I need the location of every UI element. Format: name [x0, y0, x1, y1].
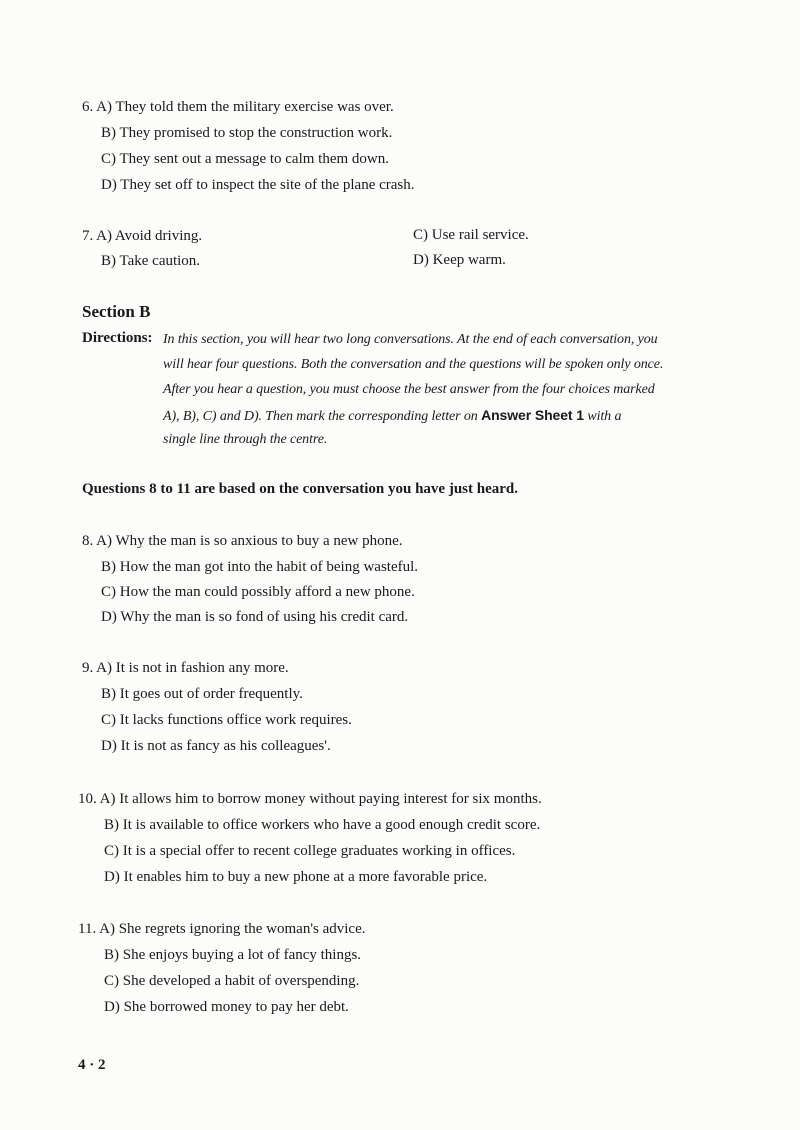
q6-option-c: C) They sent out a message to calm them down. — [101, 151, 389, 167]
page-number: 4 · 2 — [78, 1057, 106, 1073]
section-title: Section B — [82, 302, 151, 321]
q9-option-a: 9. A) It is not in fashion any more. — [82, 660, 289, 676]
q11-option-d: D) She borrowed money to pay her debt. — [104, 999, 349, 1015]
q8-option-b: B) How the man got into the habit of being wasteful. — [101, 559, 419, 575]
q10-option-b: B) It is available to office workers who have a good enough credit score. — [104, 817, 541, 833]
directions-line-3: After you hear a question, you must choose the best answer from the four choices marked — [163, 382, 655, 397]
q7-option-b: B) Take caution. — [101, 253, 201, 269]
q10-option-d: D) It enables him to buy a new phone at a more favorable price. — [104, 869, 488, 885]
q6-option-d: D) They set off to inspect the site of the plane crash. — [101, 177, 415, 193]
directions-line-4 — [163, 406, 621, 426]
q11-option-c: C) She developed a habit of overspending. — [104, 973, 360, 989]
directions-label: Directions: — [82, 330, 153, 346]
q6-option-b: B) They promised to stop the construction work. — [101, 125, 393, 141]
q9-option-c: C) It lacks functions office work requires. — [101, 712, 352, 728]
directions-line-4-pre: A), B), C) and D). Then mark the corresponding letter on — [163, 409, 478, 424]
q8-option-c: C) How the man could possibly afford a new phone. — [101, 584, 415, 600]
answer-sheet-label: Answer Sheet 1 — [481, 407, 584, 423]
q7-option-d: D) Keep warm. — [413, 252, 506, 268]
directions-line-1: In this section, you will hear two long conversations. At the end of each conversation, you — [163, 332, 658, 347]
q8-option-d: D) Why the man is so fond of using his credit card. — [101, 609, 409, 625]
q6-option-a: 6. A) They told them the military exercise was over. — [82, 99, 394, 115]
q10-option-a: 10. A) It allows him to borrow money without paying interest for six months. — [78, 791, 542, 807]
q11-option-b: B) She enjoys buying a lot of fancy things. — [104, 947, 362, 963]
q10-option-c: C) It is a special offer to recent college graduates working in offices. — [104, 843, 516, 859]
directions-line-5: single line through the centre. — [163, 432, 328, 447]
questions-header: Questions 8 to 11 are based on the conversation you have just heard. — [82, 481, 518, 497]
q9-option-b: B) It goes out of order frequently. — [101, 686, 303, 702]
q7-option-c: C) Use rail service. — [413, 227, 529, 243]
q9-option-d: D) It is not as fancy as his colleagues'. — [101, 738, 331, 754]
q11-option-a: 11. A) She regrets ignoring the woman's advice. — [78, 921, 366, 937]
q8-option-a: 8. A) Why the man is so anxious to buy a new phone. — [82, 533, 403, 549]
directions-line-4-post: with a — [587, 409, 622, 424]
directions-line-2: will hear four questions. Both the conversation and the questions will be spoken only once. — [163, 357, 664, 372]
q7-option-a: 7. A) Avoid driving. — [82, 228, 203, 244]
